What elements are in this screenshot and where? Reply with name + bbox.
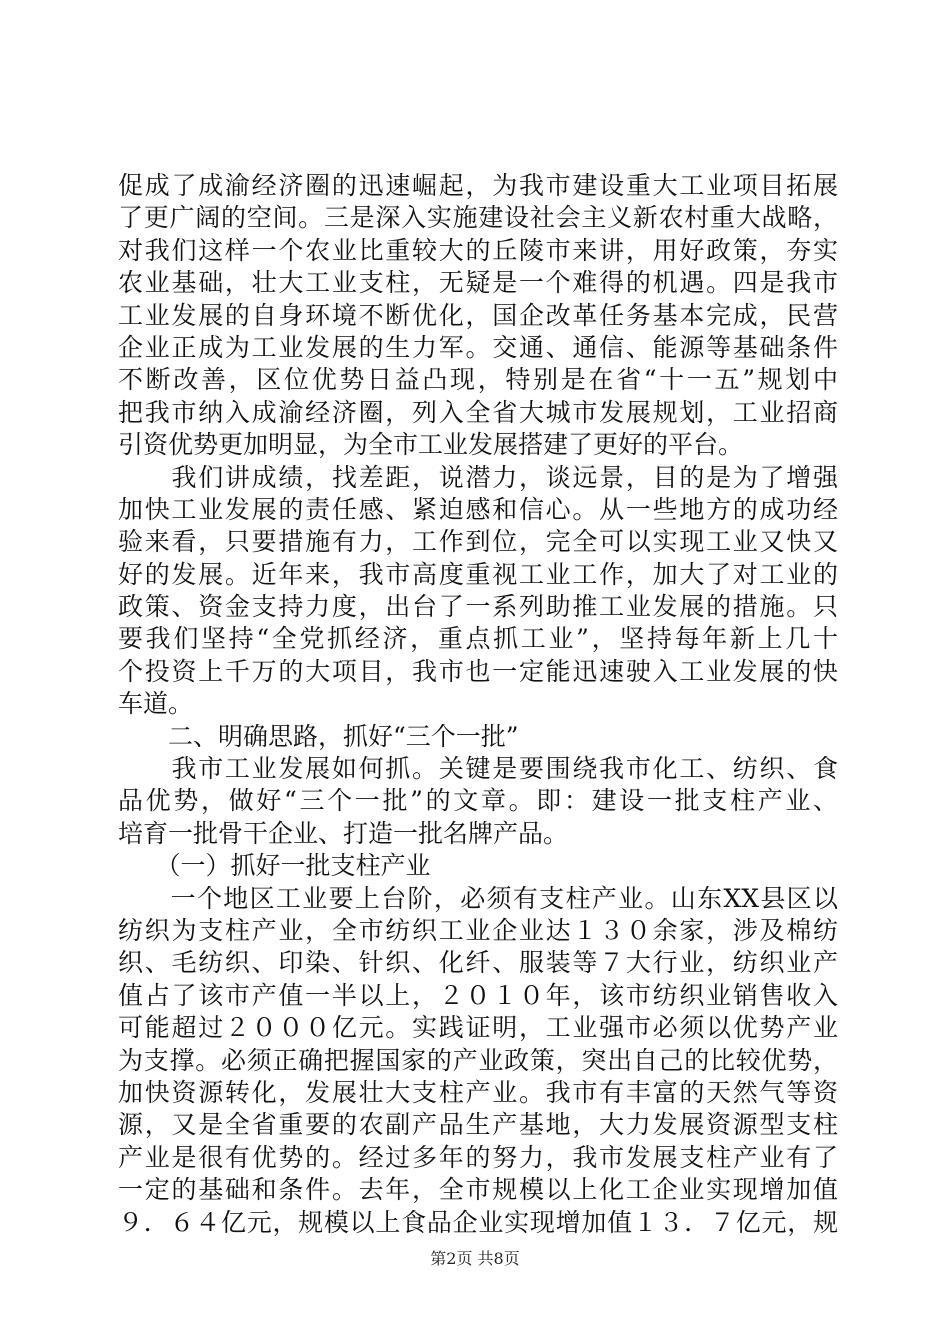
text-line: 好的发展。近年来，我市高度重视工业工作，加大了对工业的: [118, 559, 838, 589]
text-line: 要我们坚持“全党抓经济，重点抓工业”，坚持每年新上几十: [118, 624, 838, 654]
text-line: 二、明确思路，抓好“三个一批”: [118, 721, 519, 751]
text-line: 车道。: [118, 689, 194, 719]
text-line: 织、毛纺织、印染、针织、化纤、服装等７大行业，纺织业产: [118, 948, 838, 978]
text-line: 源，又是全省重要的农副产品生产基地，大力发展资源型支柱: [118, 1110, 838, 1140]
text-line: 我们讲成绩，找差距，说潜力，谈远景，目的是为了增强: [118, 462, 838, 492]
text-line: 加快资源转化，发展壮大支柱产业。我市有丰富的天然气等资: [118, 1077, 838, 1107]
text-line: 我市工业发展如何抓。关键是要围绕我市化工、纺织、食: [118, 754, 838, 784]
text-line: 政策、资金支持力度，出台了一系列助推工业发展的措施。只: [118, 592, 838, 622]
text-line: 引资优势更加明显，为全市工业发展搭建了更好的平台。: [118, 430, 744, 460]
text-line: 个投资上千万的大项目，我市也一定能迅速驶入工业发展的快: [118, 656, 838, 686]
text-line: 农业基础，壮大工业支柱，无疑是一个难得的机遇。四是我市: [118, 268, 838, 298]
page-number-footer: 第2页 共8页: [430, 1249, 520, 1268]
text-line: （一）抓好一批支柱产业: [118, 851, 431, 881]
text-line: 纺织为支柱产业，全市纺织工业企业达１３０余家，涉及棉纺: [118, 915, 838, 945]
text-line: 值占了该市产值一半以上，２０１０年，该市纺织业销售收入: [118, 980, 838, 1010]
text-line: 不断改善，区位优势日益凸现，特别是在省“十一五”规划中: [118, 365, 838, 395]
text-line: ９．６４亿元，规模以上食品企业实现增加值１３．７亿元，规: [118, 1207, 838, 1237]
text-line: 产业是很有优势的。经过多年的努力，我市发展支柱产业有了: [118, 1142, 838, 1172]
document-body: [118, 170, 838, 1239]
text-line: 了更广阔的空间。三是深入实施建设社会主义新农村重大战略，: [118, 203, 838, 233]
text-line: 一定的基础和条件。去年，全市规模以上化工企业实现增加值: [118, 1175, 838, 1205]
text-line: 促成了成渝经济圈的迅速崛起，为我市建设重大工业项目拓展: [118, 171, 838, 200]
text-line: 企业正成为工业发展的生力军。交通、通信、能源等基础条件: [118, 332, 838, 362]
text-line: 培育一批骨干企业、打造一批名牌产品。: [118, 818, 569, 848]
text-line: 验来看，只要措施有力，工作到位，完全可以实现工业又快又: [118, 527, 838, 557]
text-line: 品优势，做好“三个一批”的文章。即：建设一批支柱产业、: [118, 786, 838, 816]
text-line: 加快工业发展的责任感、紧迫感和信心。从一些地方的成功经: [118, 494, 838, 524]
text-line: 一个地区工业要上台阶，必须有支柱产业。山东XX县区以: [118, 883, 838, 913]
text-line: 为支撑。必须正确把握国家的产业政策，突出自己的比较优势，: [118, 1045, 838, 1075]
text-line: 把我市纳入成渝经济圈，列入全省大城市发展规划，工业招商: [118, 397, 838, 427]
text-line: 可能超过２０００亿元。实践证明，工业强市必须以优势产业: [118, 1013, 838, 1043]
text-line: 工业发展的自身环境不断优化，国企改革任务基本完成，民营: [118, 300, 838, 330]
text-line: 对我们这样一个农业比重较大的丘陵市来讲，用好政策，夯实: [118, 235, 838, 265]
